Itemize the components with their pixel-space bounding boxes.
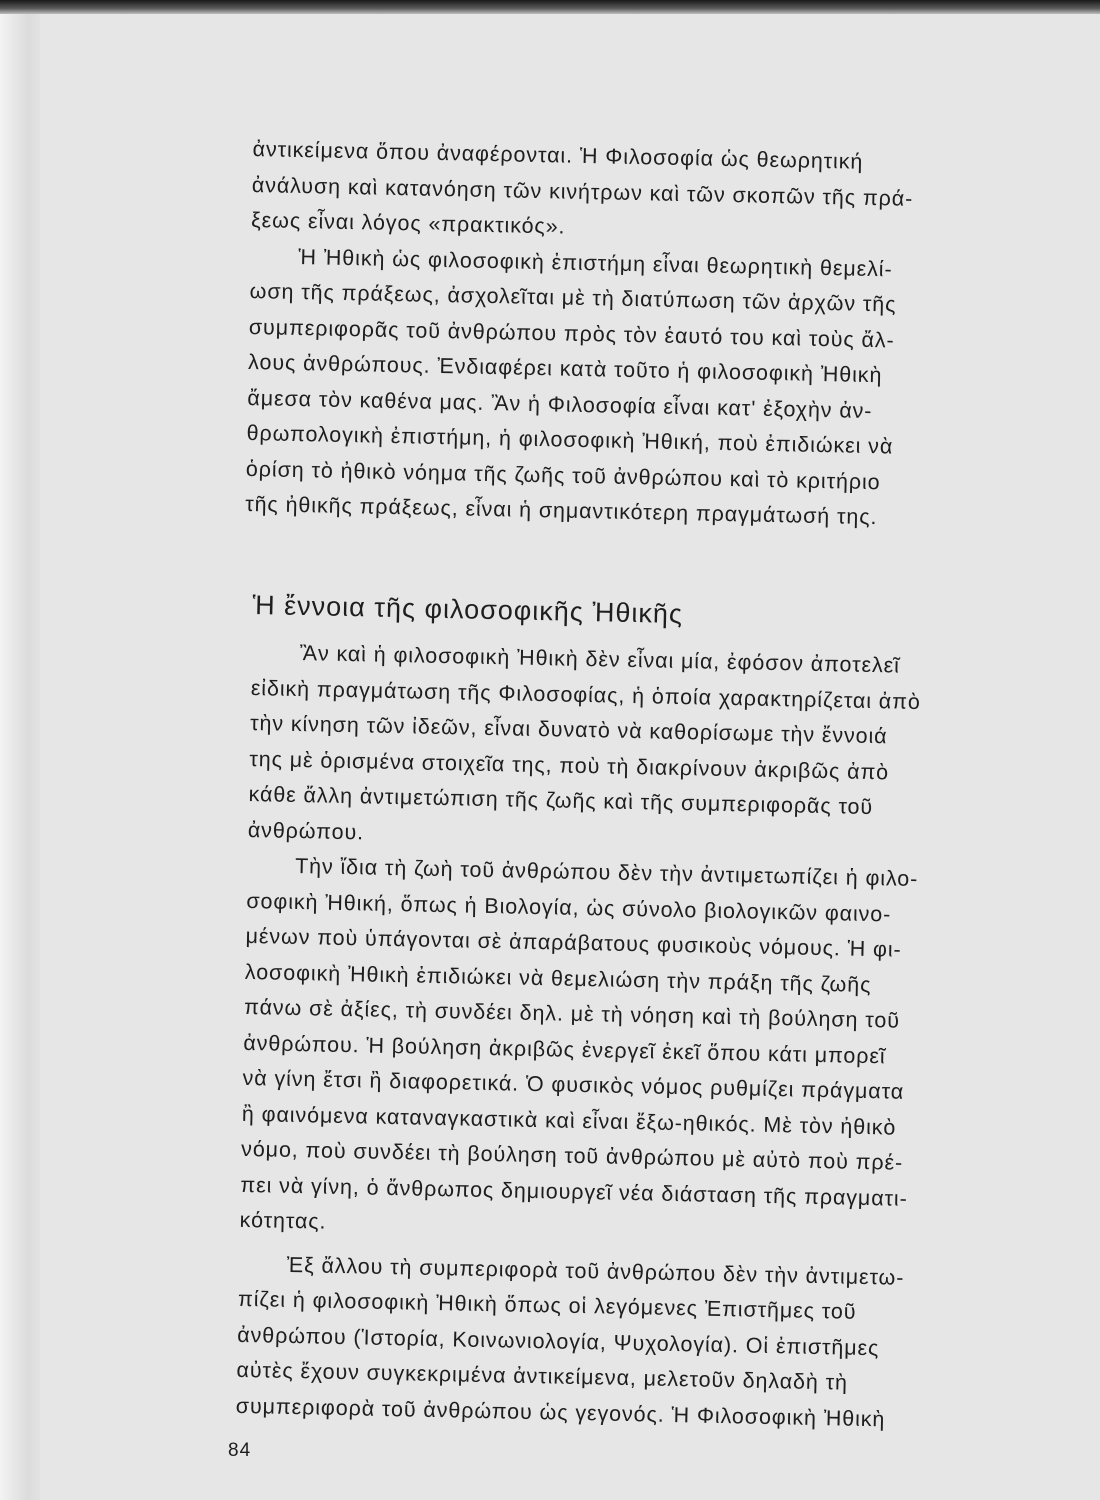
paragraph-human-sciences	[235, 1246, 1064, 1441]
text-line: Ἡ Ἠθικὴ ὡς φιλοσοφικὴ ἐπιστήμη εἶναι θεωρητικὴ θεμελί-	[298, 244, 893, 281]
text-line: θρωπολογικὴ ἐπιστήμη, ἡ φιλοσοφικὴ Ἠθική, ποὺ ἐπιδιώκει νὰ	[246, 420, 894, 459]
paragraph-continuation	[251, 132, 1078, 256]
text-line: ἀνάλυση καὶ κατανόηση τῶν κινήτρων καὶ τῶν σκοπῶν τῆς πρά-	[251, 172, 914, 211]
text-line: λοσοφικὴ Ἠθικὴ ἐπιδιώκει νὰ θεμελιώση τὴν πράξη τῆς ζωῆς	[244, 959, 872, 997]
text-line: ὁρίση τὸ ἠθικὸ νόημα τῆς ζωῆς τοῦ ἀνθρώπου καὶ τὸ κριτήριο	[245, 456, 881, 494]
text-line: ἀντικείμενα ὅπου ἀναφέρονται. Ἡ Φιλοσοφία ὡς θεωρητική	[252, 136, 864, 174]
text-line: πάνω σὲ ἀξίες, τὴ συνδέει δηλ. μὲ τὴ νόηση καὶ τὴ βούληση τοῦ	[243, 994, 901, 1033]
paragraph-biology	[239, 848, 1072, 1256]
text-line: εἰδικὴ πραγμάτωση τῆς Φιλοσοφίας, ἡ ὁποία χαρακτηρίζεται ἀπὸ	[250, 675, 921, 714]
text-line: ἄμεσα τὸν καθένα μας. Ἂν ἡ Φιλοσοφία εἶναι κατ' ἐξοχὴν ἀν-	[247, 385, 873, 423]
text-line: αὐτὲς ἔχουν συγκεκριμένα ἀντικείμενα, μελετοῦν δηλαδὴ τὴ	[236, 1357, 849, 1395]
text-line: πίζει ἡ φιλοσοφικὴ Ἠθικὴ ὅπως οἱ λεγόμενες Ἐπιστῆμες τοῦ	[237, 1286, 857, 1324]
paragraph-concept	[247, 635, 1076, 865]
text-line: της μὲ ὁρισμένα στοιχεῖα της, ποὺ τὴ διακρίνουν ἀκριβῶς ἀπὸ	[249, 746, 890, 784]
text-line: ωση τῆς πράξεως, ἀσχολεῖται μὲ τὴ διατύπωση τῶν ἀρχῶν τῆς	[249, 278, 897, 317]
text-line: κάθε ἄλλη ἀντιμετώπιση τῆς ζωῆς καὶ τῆς συμπεριφορᾶς τοῦ	[248, 781, 874, 820]
page-number: 84	[228, 1440, 252, 1461]
text-line: ξεως εἶναι λόγος «πρακτικός».	[250, 207, 566, 239]
text-line: νόμο, ποὺ συνδέει τὴ βούληση τοῦ ἀνθρώπου μὲ αὐτὸ ποὺ πρέ-	[240, 1136, 904, 1175]
text-line: μένων ποὺ ὑπάγονται σὲ ἀπαράβατους φυσικοὺς νόμους. Ἡ φι-	[245, 923, 902, 962]
text-line: κότητας.	[239, 1207, 327, 1234]
paragraph-ethics-definition	[245, 238, 1076, 539]
text-line: συμπεριφορᾶς τοῦ ἀνθρώπου πρὸς τὸν ἑαυτό του καὶ τοὺς ἄλ-	[248, 314, 895, 352]
text-line: Ἐξ ἄλλου τὴ συμπεριφορὰ τοῦ ἀνθρώπου δὲν τὴν ἀντιμετω-	[286, 1252, 905, 1290]
text-line: Τὴν ἴδια τὴ ζωὴ τοῦ ἀνθρώπου δὲν τὴν ἀντιμετωπίζει ἡ φιλο-	[294, 853, 919, 891]
text-line: πει νὰ γίνη, ὁ ἄνθρωπος δημιουργεῖ νέα διάσταση τῆς πραγματι-	[240, 1172, 908, 1211]
text-line: ἀνθρώπου. Ἡ βούληση ἀκριβῶς ἐνεργεῖ ἐκεῖ ὅπου κάτι μπορεῖ	[243, 1030, 886, 1068]
section-heading: Ἡ ἔννοια τῆς φιλοσοφικῆς Ἠθικῆς	[252, 589, 684, 630]
text-line: νὰ γίνη ἔτσι ἢ διαφορετικά. Ὁ φυσικὸς νόμος ρυθμίζει πράγματα	[242, 1065, 905, 1104]
text-line: Ἂν καὶ ἡ φιλοσοφικὴ Ἠθικὴ δὲν εἶναι μία, ἐφόσον ἀποτελεῖ	[299, 640, 901, 678]
text-line: ἀνθρώπου.	[247, 817, 365, 844]
text-line: ἀνθρώπου (Ἱστορία, Κοινωνιολογία, Ψυχολογία). Οἱ ἐπιστῆμες	[237, 1322, 880, 1360]
text-line: τῆς ἠθικῆς πράξεως, εἶναι ἡ σημαντικότερη πραγμάτωσή της.	[244, 491, 878, 530]
text-line: τὴν κίνηση τῶν ἰδεῶν, εἶναι δυνατὸ νὰ καθορίσωμε τὴν ἔννοιά	[249, 710, 888, 749]
text-line: συμπεριφορὰ τοῦ ἀνθρώπου ὡς γεγονός. Ἡ Φιλοσοφικὴ Ἠθικὴ	[235, 1393, 886, 1431]
text-block-top	[245, 132, 1078, 540]
text-block-section	[235, 585, 1077, 1441]
text-line: ἢ φαινόμενα καταναγκαστικὰ καὶ εἶναι ἔξω-ηθικός. Μὲ τὸν ἠθικὸ	[241, 1101, 897, 1140]
text-line: σοφικὴ Ἠθική, ὅπως ἡ Βιολογία, ὡς σύνολο βιολογικῶν φαινο-	[246, 888, 892, 926]
text-line: λους ἀνθρώπους. Ἐνδιαφέρει κατὰ τοῦτο ἡ φιλοσοφικὴ Ἠθικὴ	[247, 349, 883, 388]
